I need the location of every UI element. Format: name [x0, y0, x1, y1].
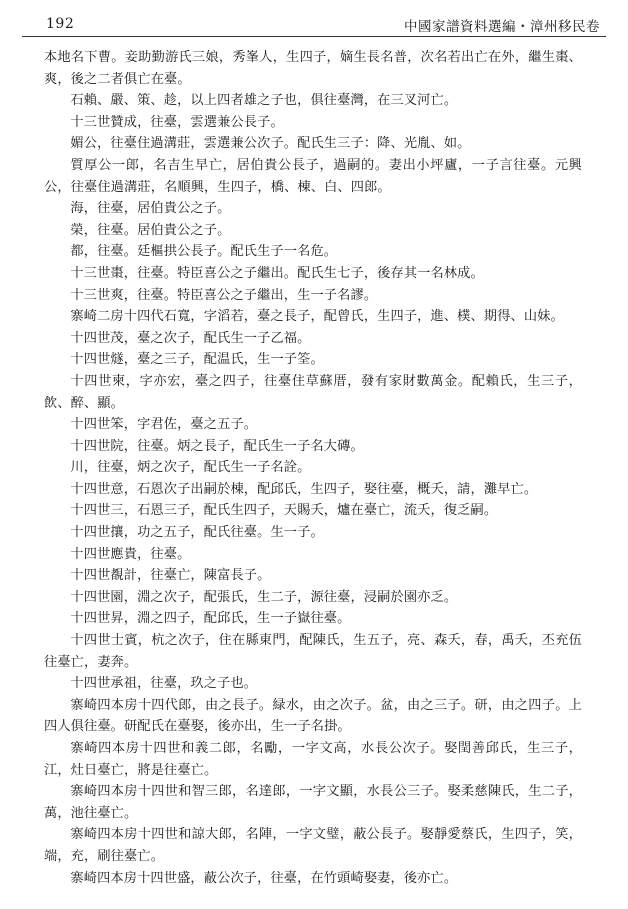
paragraph: 十四世三，石恩三子，配氏生四子，天賜夭，爐在臺亡，流夭，復乏嗣。 [70, 503, 498, 519]
paragraph: 十三世爽，往臺。特臣喜公之子繼出，生一子名謬。 [70, 287, 378, 303]
paragraph: 石賴、嚴、策、趁，以上四者雄之子也，俱往臺灣，在三叉河亡。 [70, 93, 458, 109]
paragraph: 質厚公一郎，名吉生早亡，居伯貴公長子，過嗣的。妻出小坪廬，一子言往臺。元興公，往臺住過溝莊，名順興，生四子，橋、棟、白、四郎。 [44, 157, 582, 195]
paragraph: 海，往臺，居伯貴公之子。 [70, 201, 231, 217]
page-number: 192 [46, 16, 75, 32]
paragraph: 寨崎四本房十四代郎，由之長子。緑水，由之次子。盆，由之三子。研，由之四子。上四人俱往臺。研配氏在臺娶，後亦出，生一子名掛。 [44, 697, 582, 735]
paragraph: 十四世茂，臺之次子，配氏生一子乙福。 [70, 330, 311, 346]
paragraph: 十四世院，往臺。炳之長子，配氏生一子名大磚。 [70, 438, 364, 454]
paragraph: 十四世攘，功之五子，配氏往臺。生一子。 [70, 525, 324, 541]
page-header [22, 10, 606, 37]
paragraph: 十四世應貴，往臺。 [70, 546, 191, 562]
paragraph: 寨崎四本房十四世和諒大郎，名陣，一字文璧，蔽公長子。娶靜愛蔡氏，生四子，笑，端，充，刷往臺亡。 [44, 827, 582, 864]
paragraph: 十四世意，石恩次子出嗣於棟，配邱氏，生四子，娶往臺，概夭，請，灘早亡。 [70, 481, 538, 497]
paragraph: 本地名下曹。妾助勤游氏三娘，秀峯人，生四子，嫡生長名普，次名若出亡在外，繼生棗、爽，後之二者俱亡在臺。 [44, 50, 582, 87]
paragraph: 川，往臺，炳之次子，配氏生一子名詮。 [70, 460, 311, 476]
paragraph: 十四世昇，淵之四子，配邱氏，生一子嶽往臺。 [70, 611, 351, 627]
paragraph: 寨崎二房十四代石寬，字滔若，臺之長子，配曾氏，生四子，進、樸、期得、山妹。 [70, 309, 564, 325]
paragraph: 十四世園，淵之次子，配張氏，生二子，源往臺，浸嗣於園亦乏。 [70, 589, 458, 605]
paragraph: 十四世柬，字亦宏，臺之四子，往臺住草蘇厝，發有家財數萬金。配賴氏，生三子，飲、醉、顯。 [44, 373, 582, 411]
paragraph: 都，往臺。廷樞拱公長子。配氏生子一名危。 [70, 244, 338, 260]
paragraph: 媚公，往臺住過溝莊，雲選兼公次子。配氏生三子：降、光胤、如。 [70, 136, 471, 152]
running-title: 中國家譜資料選編・漳州移民卷 [404, 19, 600, 35]
body-text [44, 47, 582, 889]
paragraph: 寨崎四本房十四世和智三郎，名達郎，一字文顯，水長公三子。娶柔慈陳氏，生二子，萬，池往臺亡。 [44, 784, 582, 821]
paragraph: 榮，往臺。居伯貴公之子。 [70, 222, 231, 238]
paragraph: 十四世承祖，往臺，玖之子也。 [70, 676, 258, 692]
paragraph: 寨崎四本房十四世盛，蔽公次子，往臺，在竹頭崎娶妻，後亦亡。 [70, 870, 458, 886]
paragraph: 十三世贊成，往臺，雲選兼公長子。 [70, 114, 284, 130]
paragraph: 十四世覩計，往臺亡，陳富長子。 [70, 568, 271, 584]
paragraph: 十三世棗，往臺。特臣喜公之子繼出。配氏生七子，後存其一名林成。 [70, 265, 484, 281]
paragraph: 寨崎四本房十四世和義二郎，名勵，一字文高，水長公次子。娶閏善邱氏，生三子，江，灶日臺亡，將是往臺亡。 [44, 741, 582, 778]
paragraph: 十四世士賓，杭之次子，住在縣東門，配陳氏，生五子，亮、森夭，春，禹夭，丕充伍往臺亡，妻奔。 [44, 633, 582, 670]
paragraph: 十四世燧，臺之三子，配温氏，生一子筌。 [70, 352, 324, 368]
paragraph: 十四世笨，字君佐，臺之五子。 [70, 417, 258, 433]
